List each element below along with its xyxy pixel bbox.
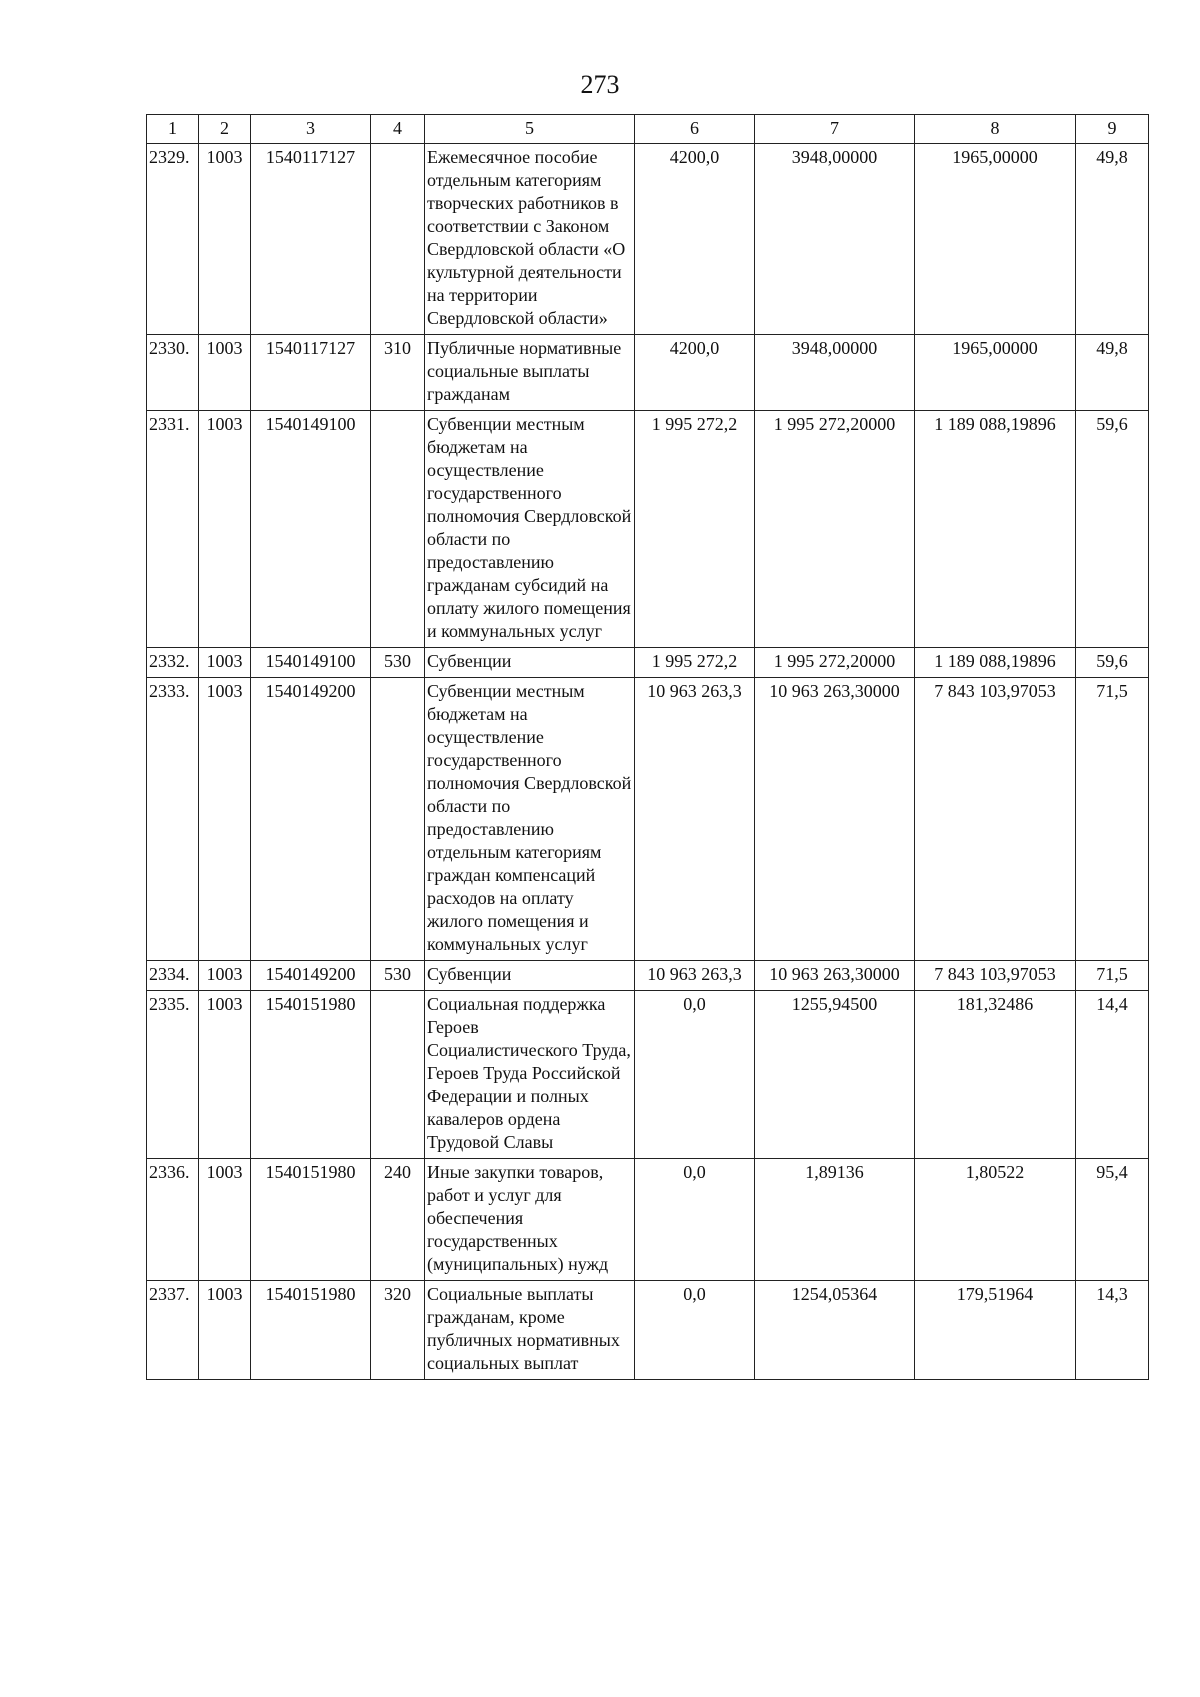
target-code: 1540149200 bbox=[251, 678, 371, 961]
item-name: Субвенции местным бюджетам на осуществление государственного полномочия Свердловской области по предоставлению гражданам субсидий на оплату жилого помещения и коммунальных услуг bbox=[425, 411, 635, 648]
item-name: Субвенции bbox=[425, 961, 635, 991]
row-number: 2333. bbox=[147, 678, 199, 961]
item-name: Ежемесячное пособие отдельным категориям творческих работников в соответствии с Законом Свердловской области «О культурной деятельности на территории Свердловской области» bbox=[425, 144, 635, 335]
value-col-9: 49,8 bbox=[1076, 144, 1149, 335]
row-number: 2329. bbox=[147, 144, 199, 335]
row-number: 2335. bbox=[147, 991, 199, 1159]
column-header-3: 3 bbox=[251, 115, 371, 144]
section-code: 1003 bbox=[199, 648, 251, 678]
row-number: 2334. bbox=[147, 961, 199, 991]
table-row bbox=[147, 1159, 1149, 1281]
item-name: Публичные нормативные социальные выплаты гражданам bbox=[425, 335, 635, 411]
target-code: 1540149200 bbox=[251, 961, 371, 991]
item-name: Субвенции bbox=[425, 648, 635, 678]
value-col-8: 1 189 088,19896 bbox=[915, 411, 1076, 648]
value-col-7: 3948,00000 bbox=[755, 144, 915, 335]
budget-table bbox=[146, 114, 1149, 1380]
page-number: 273 bbox=[580, 70, 620, 99]
value-col-8: 1965,00000 bbox=[915, 335, 1076, 411]
row-number: 2332. bbox=[147, 648, 199, 678]
item-name: Социальная поддержка Героев Социалистического Труда, Героев Труда Российской Федерации и полных кавалеров ордена Трудовой Славы bbox=[425, 991, 635, 1159]
section-code: 1003 bbox=[199, 411, 251, 648]
column-header-5: 5 bbox=[425, 115, 635, 144]
value-col-6: 0,0 bbox=[635, 1281, 755, 1380]
value-col-8: 7 843 103,97053 bbox=[915, 678, 1076, 961]
value-col-6: 0,0 bbox=[635, 991, 755, 1159]
value-col-8: 7 843 103,97053 bbox=[915, 961, 1076, 991]
expense-type-code: 530 bbox=[371, 961, 425, 991]
table-row bbox=[147, 1281, 1149, 1380]
table-row bbox=[147, 144, 1149, 335]
item-name: Социальные выплаты гражданам, кроме публичных нормативных социальных выплат bbox=[425, 1281, 635, 1380]
value-col-9: 95,4 bbox=[1076, 1159, 1149, 1281]
target-code: 1540151980 bbox=[251, 991, 371, 1159]
value-col-8: 1965,00000 bbox=[915, 144, 1076, 335]
table-row bbox=[147, 648, 1149, 678]
row-number: 2330. bbox=[147, 335, 199, 411]
value-col-6: 0,0 bbox=[635, 1159, 755, 1281]
expense-type-code bbox=[371, 678, 425, 961]
value-col-7: 1 995 272,20000 bbox=[755, 411, 915, 648]
value-col-6: 4200,0 bbox=[635, 144, 755, 335]
column-header-9: 9 bbox=[1076, 115, 1149, 144]
value-col-7: 3948,00000 bbox=[755, 335, 915, 411]
value-col-6: 10 963 263,3 bbox=[635, 678, 755, 961]
value-col-9: 14,4 bbox=[1076, 991, 1149, 1159]
value-col-7: 1254,05364 bbox=[755, 1281, 915, 1380]
value-col-7: 10 963 263,30000 bbox=[755, 678, 915, 961]
value-col-9: 14,3 bbox=[1076, 1281, 1149, 1380]
value-col-9: 49,8 bbox=[1076, 335, 1149, 411]
column-header-4: 4 bbox=[371, 115, 425, 144]
expense-type-code bbox=[371, 991, 425, 1159]
target-code: 1540151980 bbox=[251, 1281, 371, 1380]
section-code: 1003 bbox=[199, 1159, 251, 1281]
row-number: 2337. bbox=[147, 1281, 199, 1380]
expense-type-code: 320 bbox=[371, 1281, 425, 1380]
value-col-7: 1,89136 bbox=[755, 1159, 915, 1281]
row-number: 2331. bbox=[147, 411, 199, 648]
expense-type-code bbox=[371, 144, 425, 335]
target-code: 1540117127 bbox=[251, 335, 371, 411]
value-col-7: 1 995 272,20000 bbox=[755, 648, 915, 678]
column-header-7: 7 bbox=[755, 115, 915, 144]
value-col-8: 179,51964 bbox=[915, 1281, 1076, 1380]
value-col-9: 71,5 bbox=[1076, 678, 1149, 961]
column-header-1: 1 bbox=[147, 115, 199, 144]
table-row bbox=[147, 411, 1149, 648]
item-name: Иные закупки товаров, работ и услуг для обеспечения государственных (муниципальных) нужд bbox=[425, 1159, 635, 1281]
column-header-8: 8 bbox=[915, 115, 1076, 144]
expense-type-code: 240 bbox=[371, 1159, 425, 1281]
table-row bbox=[147, 961, 1149, 991]
expense-type-code: 310 bbox=[371, 335, 425, 411]
value-col-6: 1 995 272,2 bbox=[635, 648, 755, 678]
value-col-7: 10 963 263,30000 bbox=[755, 961, 915, 991]
table-row bbox=[147, 335, 1149, 411]
header-row bbox=[147, 115, 1149, 144]
value-col-9: 71,5 bbox=[1076, 961, 1149, 991]
value-col-8: 181,32486 bbox=[915, 991, 1076, 1159]
value-col-6: 10 963 263,3 bbox=[635, 961, 755, 991]
table-row bbox=[147, 678, 1149, 961]
section-code: 1003 bbox=[199, 1281, 251, 1380]
value-col-8: 1 189 088,19896 bbox=[915, 648, 1076, 678]
value-col-9: 59,6 bbox=[1076, 648, 1149, 678]
expense-type-code bbox=[371, 411, 425, 648]
target-code: 1540117127 bbox=[251, 144, 371, 335]
value-col-6: 1 995 272,2 bbox=[635, 411, 755, 648]
target-code: 1540151980 bbox=[251, 1159, 371, 1281]
row-number: 2336. bbox=[147, 1159, 199, 1281]
target-code: 1540149100 bbox=[251, 411, 371, 648]
section-code: 1003 bbox=[199, 335, 251, 411]
section-code: 1003 bbox=[199, 144, 251, 335]
section-code: 1003 bbox=[199, 991, 251, 1159]
value-col-6: 4200,0 bbox=[635, 335, 755, 411]
value-col-8: 1,80522 bbox=[915, 1159, 1076, 1281]
item-name: Субвенции местным бюджетам на осуществление государственного полномочия Свердловской области по предоставлению отдельным категориям граждан компенсаций расходов на оплату жилого помещения и коммунальных услуг bbox=[425, 678, 635, 961]
section-code: 1003 bbox=[199, 961, 251, 991]
section-code: 1003 bbox=[199, 678, 251, 961]
value-col-9: 59,6 bbox=[1076, 411, 1149, 648]
column-header-2: 2 bbox=[199, 115, 251, 144]
value-col-7: 1255,94500 bbox=[755, 991, 915, 1159]
target-code: 1540149100 bbox=[251, 648, 371, 678]
column-header-6: 6 bbox=[635, 115, 755, 144]
expense-type-code: 530 bbox=[371, 648, 425, 678]
table-row bbox=[147, 991, 1149, 1159]
